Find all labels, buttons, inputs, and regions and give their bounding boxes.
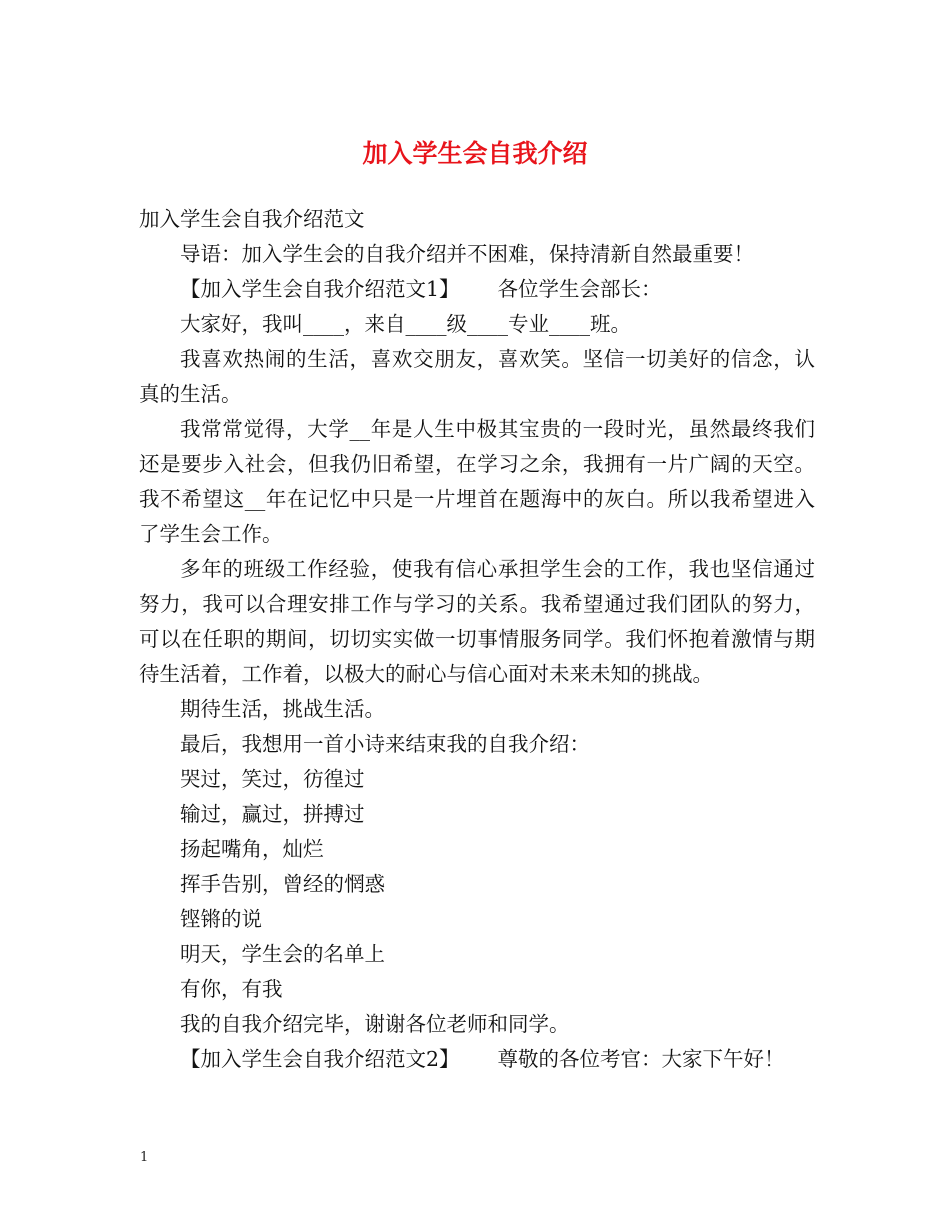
poem-line: 哭过，笑过，彷徨过: [180, 767, 365, 791]
lead-paragraph: 导语：加入学生会的自我介绍并不困难，保持清新自然最重要！: [180, 242, 754, 266]
poem-line: 铿锵的说: [180, 907, 262, 931]
body-paragraph: 我常常觉得，大学__年是人生中极其宝贵的一段时光，虽然最终我们还是要步入社会，但我仍旧希望，在学习之余，我拥有一片广阔的天空。我不希望这__年在记忆中只是一片埋首在题海中的灰白。所以我希望进入了学生会工作。: [139, 417, 815, 546]
body-paragraph: 期待生活，挑战生活。: [180, 697, 385, 721]
section2-heading: 【加入学生会自我介绍范文2】: [180, 1047, 460, 1071]
body-paragraph: 我喜欢热闹的生活，喜欢交朋友，喜欢笑。坚信一切美好的信念，认真的生活。: [139, 347, 815, 406]
closing-paragraph: 我的自我介绍完毕，谢谢各位老师和同学。: [180, 1012, 570, 1036]
section1-greeting: 各位学生会部长：: [497, 277, 662, 301]
section2-greeting: 尊敬的各位考官：大家下午好！: [497, 1047, 785, 1071]
section1-line: [139, 272, 815, 307]
body-paragraph: 最后，我想用一首小诗来结束我的自我介绍：: [180, 732, 590, 756]
section1-heading: 【加入学生会自我介绍范文1】: [180, 277, 460, 301]
page-number: 1: [140, 1150, 149, 1165]
body-paragraph: 多年的班级工作经验，使我有信心承担学生会的工作，我也坚信通过努力，我可以合理安排工作与学习的关系。我希望通过我们团队的努力，可以在任职的期间，切切实实做一切事情服务同学。我们怀抱着激情与期待生活着，工作着，以极大的耐心与信心面对未来未知的挑战。: [139, 557, 815, 686]
poem-line: 扬起嘴角，灿烂: [180, 837, 324, 861]
section2-line: [139, 1042, 815, 1077]
poem-line: 挥手告别，曾经的惘惑: [180, 872, 385, 896]
poem-line: 输过，赢过，拼搏过: [180, 802, 365, 826]
document-title: 加入学生会自我介绍: [362, 139, 588, 168]
poem-line: 明天，学生会的名单上: [180, 942, 385, 966]
poem-line: 有你，有我: [180, 977, 283, 1001]
document-subtitle: 加入学生会自我介绍范文: [139, 207, 365, 231]
body-paragraph: 大家好，我叫____，来自____级____专业____班。: [180, 312, 631, 336]
document-body: [139, 202, 815, 1077]
